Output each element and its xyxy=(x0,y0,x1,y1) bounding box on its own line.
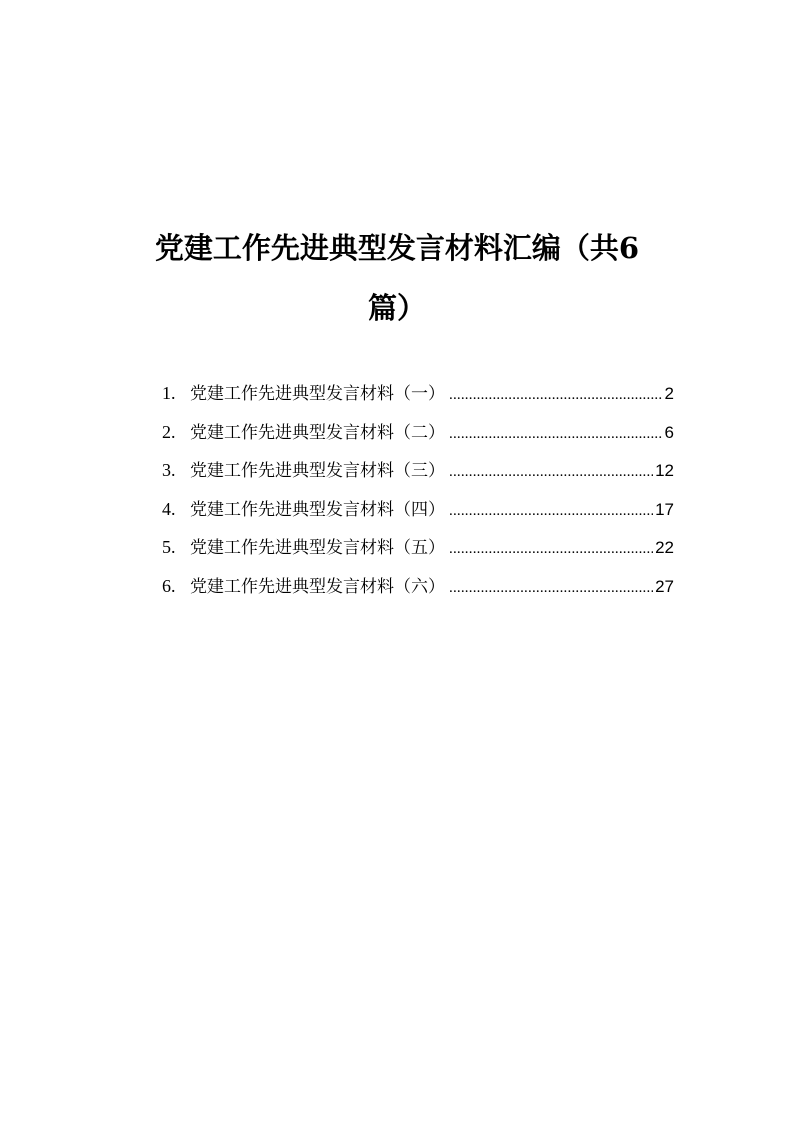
toc-leader-dots xyxy=(449,453,653,492)
toc-leader-dots xyxy=(449,492,653,531)
toc-entry-3[interactable] xyxy=(162,451,674,490)
toc-entry-number: 5. xyxy=(162,537,176,557)
table-of-contents xyxy=(162,374,674,605)
toc-leader-dots xyxy=(449,415,663,454)
toc-entry-page: 27 xyxy=(655,576,674,596)
toc-entry-page: 6 xyxy=(664,422,674,442)
toc-entry-5[interactable] xyxy=(162,528,674,567)
toc-entry-title: 党建工作先进典型发言材料（四） xyxy=(190,499,445,520)
document-title: 党建工作先进典型发言材料汇编（共6篇） xyxy=(154,231,640,325)
toc-entry-page: 17 xyxy=(655,499,674,519)
toc-entry-4[interactable] xyxy=(162,490,674,529)
toc-entry-number: 6. xyxy=(162,575,176,596)
toc-entry-title: 党建工作先进典型发言材料（六） xyxy=(190,576,445,597)
toc-entry-page: 22 xyxy=(655,538,674,557)
toc-entry-number: 2. xyxy=(162,421,176,442)
toc-entry-number: 1. xyxy=(162,383,176,403)
toc-entry-number: 4. xyxy=(162,498,176,519)
toc-entry-6[interactable] xyxy=(162,567,674,606)
toc-leader-dots xyxy=(449,569,653,608)
toc-leader-dots xyxy=(449,376,663,415)
toc-entry-title: 党建工作先进典型发言材料（五） xyxy=(190,538,445,558)
toc-entry-title: 党建工作先进典型发言材料（二） xyxy=(190,422,445,443)
toc-entry-title: 党建工作先进典型发言材料（一） xyxy=(190,384,445,404)
toc-entry-title: 党建工作先进典型发言材料（三） xyxy=(190,461,445,481)
toc-entry-page: 2 xyxy=(664,384,674,403)
toc-entry-2[interactable] xyxy=(162,413,674,452)
toc-leader-dots xyxy=(449,530,653,569)
toc-entry-page: 12 xyxy=(655,461,674,480)
toc-entry-number: 3. xyxy=(162,460,176,480)
toc-entry-1[interactable] xyxy=(162,374,674,413)
